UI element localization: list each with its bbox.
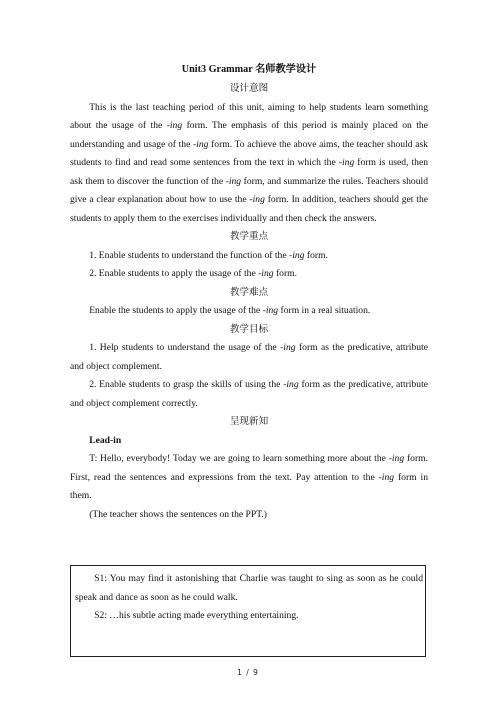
difficulty-item: Enable the students to apply the usage of the -ing form in a real situation. — [89, 305, 371, 316]
design-paragraph: This is the last teaching period of this unit, aiming to help students learn something about the usage of the -ing form. The emphasis of this period is mainly placed on the understanding and usage of the -ing form. To achieve the above aims, the teacher should ask students to find and read some sentences from the text in which the -ing form is used, then ask them to discover the function of the -ing form, and summarize the rules. Teachers should give a clear explanation about how to use the -ing form. In addition, teachers should get the students to apply them to the exercises individually and then check the answers. — [70, 101, 429, 224]
page-number: 1 / 9 — [237, 668, 259, 677]
goal-item-2: 2. Enable students to grasp the skills of using the -ing form as the predicative, attribute and object complement correctly. — [70, 379, 428, 409]
key-point-2: 2. Enable students to apply the usage of the -ing form. — [89, 268, 298, 279]
goal-item-1: 1. Help students to understand the usage of the -ing form as the predicative, attribute and object complement. — [70, 342, 428, 372]
section-heading-goals: 教学目标 — [229, 323, 269, 335]
lead-in-paragraph: T: Hello, everybody! Today we are going to learn something more about the -ing form. First, read the sentences and expressions from the text. Pay attention to the -ing form in them. — [70, 453, 428, 501]
section-heading-design: 设计意图 — [229, 83, 269, 94]
lead-in-label: Lead-in — [89, 434, 122, 446]
key-point-1: 1. Enable students to understand the function of the -ing form. — [89, 249, 328, 261]
document-title: Unit3 Grammar 名师教学设计 — [181, 64, 317, 75]
example-sentence-2: S2: …his subtle acting made everything entertaining. — [94, 610, 299, 621]
document-body — [70, 62, 428, 524]
section-heading-difficulty: 教学难点 — [229, 286, 269, 298]
section-heading-presentation: 呈现新知 — [229, 416, 269, 427]
example-sentence-1: S1: You may find it astonishing that Charlie was taught to sing as soon as he could speak and dance as soon as he could walk. — [75, 573, 423, 603]
example-sentences — [75, 570, 423, 626]
section-heading-key-points: 教学重点 — [229, 231, 269, 242]
teacher-note: (The teacher shows the sentences on the PPT.) — [89, 508, 267, 520]
